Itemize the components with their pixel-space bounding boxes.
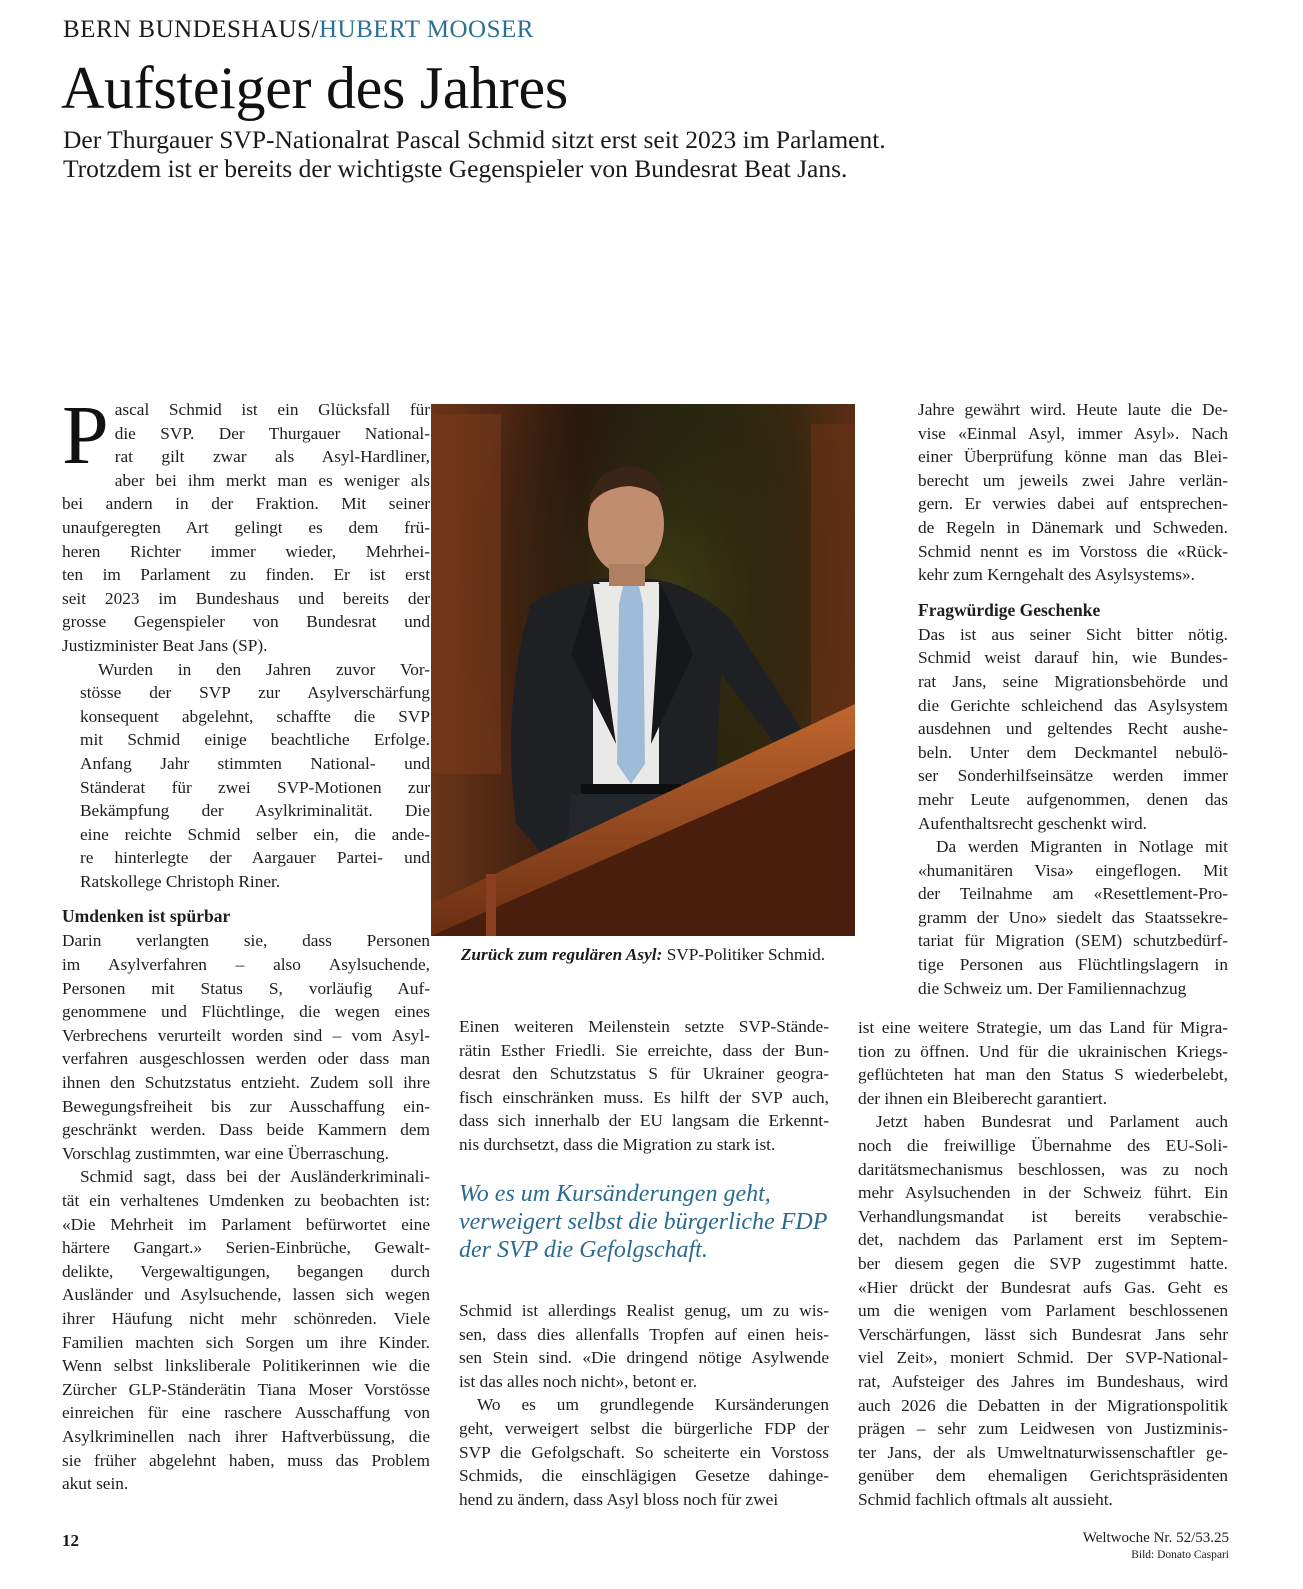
text-line: verfahren ausgeschlossen werden oder dass man: [62, 1049, 430, 1069]
text-line: dass sich innerhalb der EU langsam die Erkennt-: [459, 1111, 829, 1131]
text-line: mehr Asylsuchenden in der Schweiz führt. Ein: [858, 1183, 1228, 1203]
text-line: gramm der Uno» siedelt das Staatssekre-: [918, 907, 1228, 927]
article-column-2: [459, 1015, 829, 1157]
text-line: genommene und Flüchtlinge, die wegen eines: [62, 1002, 430, 1022]
text-line: heren Richter immer wieder, Mehrhei-: [62, 541, 430, 561]
photo-credit: Bild: Donato Caspari: [1131, 1549, 1229, 1561]
text-line: Ratskollege Christoph Riner.: [80, 871, 281, 891]
text-line: Da werden Migranten in Notlage mit: [936, 837, 1228, 857]
text-line: Zürcher GLP-Ständerätin Tiana Moser Vorstösse: [62, 1379, 430, 1399]
paragraph: [62, 929, 430, 1165]
paragraph: [459, 1299, 829, 1393]
text-line: geflüchteten hat man den Status S wiederbelebt,: [858, 1065, 1228, 1085]
text-line: «humanitären Visa» eingeflogen. Mit: [918, 860, 1228, 880]
paragraph: [858, 1016, 1228, 1110]
text-line: geschränkt werden. Dass beide Kammern dem: [62, 1120, 430, 1140]
caption-lead: Zurück zum regulären Asyl:: [460, 945, 663, 964]
text-line: der ihnen ein Bleiberecht garantiert.: [858, 1088, 1108, 1108]
text-line: daritätsmechanismus beschlossen, was zu noch: [858, 1159, 1228, 1179]
text-line: rätin Esther Friedli. Sie erreichte, dass der Bun-: [459, 1040, 829, 1060]
text-line: Personen mit Status S, vorläufig Auf-: [62, 978, 430, 998]
text-line: Familien machten sich Sorgen um ihre Kinder.: [62, 1332, 430, 1352]
text-line: Bekämpfung der Asylkriminalität. Die: [80, 801, 430, 821]
text-line: konsequent abgelehnt, schaffte die SVP: [80, 706, 430, 726]
text-line: akut sein.: [62, 1474, 129, 1494]
text-line: der Teilnahme am «Resettlement-Pro-: [918, 884, 1228, 904]
text-line: einreichen für eine raschere Ausschaffung von: [62, 1403, 430, 1423]
text-line: tät ein verhaltenes Umdenken zu beobachten ist:: [62, 1191, 430, 1210]
text-line: Schmid sagt, dass bei der Ausländerkriminali-: [80, 1167, 430, 1187]
text-line: aber bei ihm merkt man es weniger als: [114, 470, 430, 490]
text-line: um die wenigen vom Parlament beschlossenen: [858, 1301, 1228, 1321]
text-line: delikte, Vergewaltigungen, begangen durch: [62, 1261, 430, 1281]
text-line: genüber dem ehemaligen Gerichtspräsidenten: [858, 1466, 1228, 1486]
text-line: seit 2023 im Bundeshaus und bereits der: [62, 588, 430, 608]
text-line: der SVP die Gefolgschaft.: [459, 1237, 708, 1263]
text-line: verweigert selbst die bürgerliche FDP: [459, 1209, 828, 1235]
subheading-umdenken: Umdenken ist spürbar: [62, 906, 231, 927]
paragraph: [459, 1393, 829, 1511]
text-line: unaufgeregten Art gelingt es dem frü-: [62, 517, 430, 537]
text-line: re hinterlegte der Aargauer Partei- und: [80, 848, 430, 868]
paragraph: [858, 1110, 1228, 1511]
text-line: die Gerichte schleichend das Asylsystem: [918, 695, 1228, 715]
text-line: Schmids, die einschlägigen Gesetze dahinge-: [459, 1466, 829, 1486]
text-line: gern. Er verwies dabei auf entsprechen-: [918, 494, 1228, 514]
paragraph-intro-text: [62, 389, 430, 658]
text-line: geht, verweigert selbst die bürgerliche FDP der: [459, 1418, 829, 1438]
text-line: Wenn selbst linksliberale Politikerinnen wie die: [62, 1356, 430, 1376]
text-line: Wo es um grundlegende Kursänderungen: [477, 1395, 829, 1415]
text-line: die SVP. Der Thurgauer National-: [114, 423, 430, 443]
headline: Aufsteiger des Jahres: [61, 55, 568, 121]
text-line: sie früher abgelehnt haben, muss das Problem: [62, 1450, 430, 1470]
text-line: vise «Einmal Asyl, immer Asyl». Nach: [918, 423, 1228, 443]
article-column-3-wide: [858, 1016, 1228, 1511]
text-line: rat, Aufsteiger des Jahres im Bundeshaus, wird: [858, 1371, 1228, 1391]
text-line: Jahre gewährt wird. Heute laute die De-: [918, 400, 1228, 419]
section-label: BERN BUNDESHAUS: [63, 16, 312, 43]
kicker-separator: /: [311, 16, 319, 43]
text-line: ter Jans, der als Umweltnaturwissenschaftler ge-: [858, 1442, 1228, 1462]
text-line: eine reichte Schmid selber ein, die ande-: [80, 824, 430, 844]
text-line: fisch einschränken muss. Es hilft der SVP auch,: [459, 1087, 829, 1107]
text-line: Das ist aus seiner Sicht bitter nötig.: [918, 624, 1228, 644]
text-line: Trotzdem ist er bereits der wichtigste Gegenspieler von Bundesrat Beat Jans.: [63, 154, 848, 183]
text-line: Schmid weist darauf hin, wie Bundes-: [918, 648, 1228, 668]
paragraph-intro: [62, 389, 430, 658]
text-line: die Schweiz um. Der Familiennachzug: [918, 978, 1187, 998]
subheading-geschenke: Fragwürdige Geschenke: [918, 599, 1101, 620]
text-line: ser Sonderhilfseinsätze werden immer: [918, 766, 1228, 786]
paragraph: [62, 658, 430, 894]
text-line: ber diesem gegen die SVP zugestimmt hatte.: [858, 1253, 1228, 1273]
text-line: berecht um jeweils zwei Jahre verlän-: [918, 470, 1228, 490]
photo-caption: [431, 944, 855, 966]
text-line: Justizminister Beat Jans (SP).: [62, 635, 268, 655]
text-line: Wo es um Kursänderungen geht,: [459, 1181, 771, 1207]
text-line: «Hier drückt der Bundesrat aufs Gas. Geht es: [858, 1277, 1228, 1297]
article-column-2-lower: [459, 1299, 829, 1511]
text-line: tariat für Migration (SEM) schutzbedürf-: [918, 931, 1228, 951]
text-line: noch die freiwillige Übernahme des EU-Soli-: [858, 1135, 1228, 1155]
text-line: Verhandlungsmandat ist bereits verabschie-: [858, 1206, 1228, 1226]
author-byline: HUBERT MOOSER: [318, 16, 534, 43]
text-line: Jetzt haben Bundesrat und Parlament auch: [876, 1112, 1228, 1132]
text-line: Asylkriminellen nach ihrer Haftverbüssung, die: [62, 1426, 430, 1446]
text-line: ascal Schmid ist ein Glücksfall für: [114, 400, 430, 419]
text-line: ausdehnen und geltendes Recht aushe-: [918, 719, 1228, 739]
text-line: sen Stein sind. «Die dringend nötige Asylwende: [459, 1348, 829, 1368]
text-line: ihrer Häufung nicht mehr schönreden. Viele: [62, 1308, 430, 1328]
text-line: einer Überprüfung könne man das Blei-: [918, 447, 1228, 467]
text-line: mehr Leute aufgenommen, denen das: [918, 789, 1228, 809]
text-line: det, nachdem das Parlament erst im Septem-: [858, 1230, 1228, 1250]
text-line: bei andern in der Fraktion. Mit seiner: [62, 494, 430, 514]
paragraph: [918, 398, 1228, 587]
paragraph: [459, 1015, 829, 1157]
text-line: grosse Gegenspieler von Bundesrat und: [62, 612, 430, 632]
pull-quote: [459, 1180, 849, 1264]
text-line: Vorschlag zustimmten, war eine Überraschung.: [62, 1143, 389, 1163]
text-line: stösse der SVP zur Asylverschärfung: [80, 683, 430, 703]
text-line: rat Jans, seine Migrationsbehörde und: [918, 671, 1228, 691]
text-line: Aufenthaltsrecht geschenkt wird.: [918, 813, 1147, 833]
text-line: im Asylverfahren – also Asylsuchende,: [62, 955, 430, 975]
text-line: auch 2026 die Debatten in der Migrationspolitik: [858, 1395, 1228, 1415]
text-line: tion zu öffnen. Und für die ukrainischen Kriegs-: [858, 1041, 1228, 1061]
paragraph: [918, 623, 1228, 835]
text-line: Darin verlangten sie, dass Personen: [62, 931, 430, 951]
text-line: Schmid fachlich oftmals alt aussieht.: [858, 1489, 1113, 1509]
text-line: kehr zum Kerngehalt des Asylsystems».: [918, 565, 1195, 585]
text-line: Schmid ist allerdings Realist genug, um zu wis-: [459, 1301, 829, 1320]
text-line: Ausländer und Asylsuchende, lassen sich wegen: [62, 1285, 430, 1305]
portrait-illustration: [431, 404, 855, 936]
text-line: Ständerat für zwei SVP-Motionen zur: [80, 777, 430, 797]
text-line: ist das alles noch nicht», betont er.: [459, 1371, 698, 1391]
caption-text: SVP-Politiker Schmid.: [662, 945, 826, 964]
text-line: Anfang Jahr stimmten National- und: [80, 753, 430, 773]
text-line: de Regeln in Dänemark und Schweden.: [918, 517, 1228, 537]
text-line: desrat den Schutzstatus S für Ukrainer geogra-: [459, 1064, 829, 1084]
text-line: Verschärfungen, lässt sich Bundesrat Jans sehr: [858, 1324, 1228, 1344]
drop-cap: P: [62, 389, 109, 482]
text-line: Der Thurgauer SVP-Nationalrat Pascal Schmid sitzt erst seit 2023 im Parlament.: [63, 125, 886, 154]
kicker: [63, 16, 534, 44]
page-number: 12: [62, 1531, 79, 1550]
text-line: Bewegungsfreiheit bis zur Ausschaffung ein-: [62, 1096, 430, 1116]
text-line: mit Schmid einige beachtliche Erfolge.: [80, 730, 430, 750]
text-line: härtere Gangart.» Serien-Einbrüche, Gewalt-: [62, 1238, 430, 1258]
text-line: ten im Parlament zu finden. Er ist erst: [62, 565, 430, 585]
text-line: «Die Mehrheit im Parlament befürwortet eine: [62, 1214, 430, 1234]
text-line: Schmid nennt es im Vorstoss die «Rück-: [918, 541, 1228, 561]
text-line: Verbrechens verurteilt worden sind – vom Asyl-: [62, 1025, 430, 1045]
text-line: tige Personen aus Flüchtlingslagern in: [918, 955, 1228, 975]
paragraph: [918, 835, 1228, 1000]
text-line: sen, dass dies allenfalls Tropfen auf einen heis-: [459, 1324, 829, 1344]
article-column-3: [918, 398, 1228, 1000]
text-line: prägen – sehr zum Leidwesen von Justizminis-: [858, 1419, 1228, 1439]
article-column-1: [62, 389, 430, 1496]
text-line: Wurden in den Jahren zuvor Vor-: [98, 659, 430, 679]
issue-label: Weltwoche Nr. 52/53.25: [1082, 1530, 1229, 1546]
text-line: SVP die Gefolgschaft. So scheiterte ein Vorstoss: [459, 1442, 829, 1462]
text-line: ist eine weitere Strategie, um das Land für Migra-: [858, 1018, 1228, 1037]
lead-paragraph: [63, 125, 1063, 183]
text-line: beln. Unter dem Deckmantel nebulö-: [918, 742, 1228, 762]
article-photo: [431, 404, 855, 936]
text-line: ihnen den Schutzstatus entzieht. Zudem soll ihre: [62, 1073, 430, 1093]
text-line: rat gilt zwar als Asyl-Hardliner,: [114, 447, 430, 467]
paragraph: [62, 1165, 430, 1495]
text-line: hend zu ändern, dass Asyl bloss noch für zwei: [459, 1489, 779, 1509]
text-line: Einen weiteren Meilenstein setzte SVP-Stände-: [459, 1017, 829, 1036]
text-line: viel Zeit», moniert Schmid. Der SVP-National-: [858, 1348, 1228, 1368]
text-line: nis durchsetzt, dass die Migration zu stark ist.: [459, 1134, 776, 1154]
